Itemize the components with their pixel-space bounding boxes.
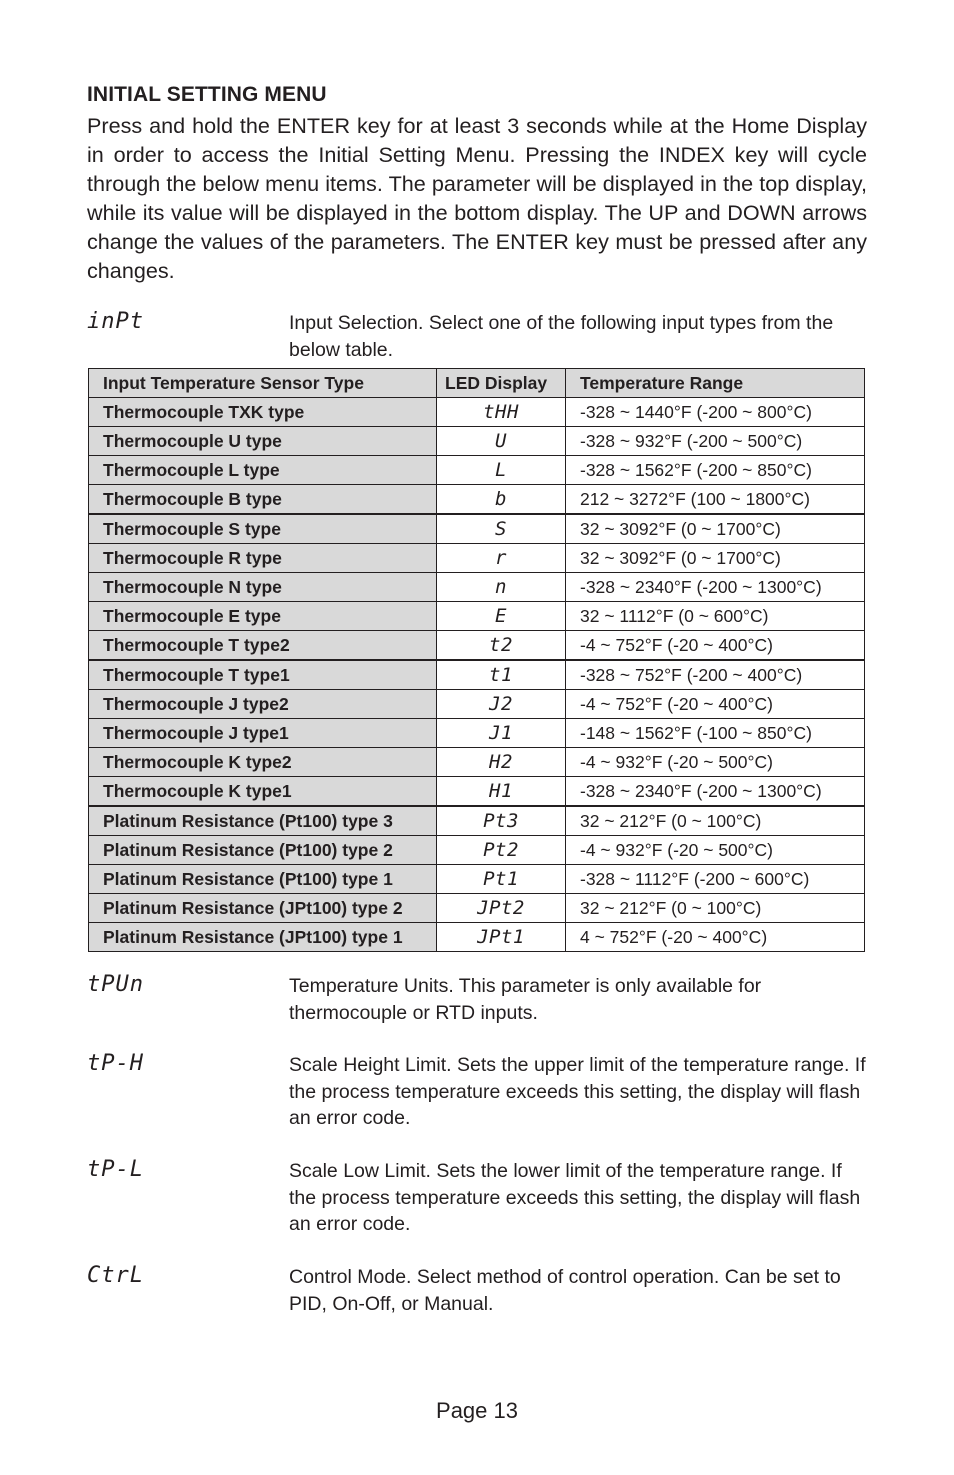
led-display-cell: L [437, 456, 566, 485]
intro-paragraph: Press and hold the ENTER key for at least 3 seconds while at the Home Display in order to access the Initial Setting Menu. Pressing the INDEX key will cycle through the below menu items. The parameter will be displayed in the top display, while its value will be displayed in the bottom display. The UP and DOWN arrows change the values of the parameters. The ENTER key must be pressed after any changes. [87, 113, 867, 283]
led-display-cell: Pt2 [437, 836, 566, 865]
param-code-inpt: inPt [87, 309, 144, 334]
sensor-type-cell: Thermocouple N type [89, 573, 437, 602]
temperature-range-cell: -4 ~ 752°F (-20 ~ 400°C) [566, 631, 865, 661]
table-header-row [89, 369, 865, 398]
section-title: INITIAL SETTING MENU [87, 83, 327, 106]
table-row [89, 544, 865, 573]
table-row [89, 660, 865, 690]
temperature-range-cell: -328 ~ 1440°F (-200 ~ 800°C) [566, 398, 865, 427]
temperature-range-cell: -4 ~ 932°F (-20 ~ 500°C) [566, 836, 865, 865]
table-row [89, 602, 865, 631]
temperature-range-cell: 212 ~ 3272°F (100 ~ 1800°C) [566, 485, 865, 515]
sensor-type-cell: Thermocouple T type2 [89, 631, 437, 661]
table-row [89, 719, 865, 748]
param-code-tp-l: tP-L [87, 1157, 144, 1182]
param-code-tpun: tPUn [87, 972, 144, 997]
table-row [89, 923, 865, 952]
table-row [89, 865, 865, 894]
led-display-cell: t1 [437, 660, 566, 690]
sensor-type-cell: Thermocouple K type1 [89, 777, 437, 807]
sensor-type-cell: Thermocouple T type1 [89, 660, 437, 690]
page-number: Page 13 [436, 1398, 518, 1423]
sensor-type-cell: Platinum Resistance (JPt100) type 1 [89, 923, 437, 952]
table-row [89, 573, 865, 602]
led-display-cell: S [437, 514, 566, 544]
sensor-type-cell: Thermocouple S type [89, 514, 437, 544]
sensor-type-cell: Thermocouple E type [89, 602, 437, 631]
temperature-range-cell: 4 ~ 752°F (-20 ~ 400°C) [566, 923, 865, 952]
led-display-cell: U [437, 427, 566, 456]
table-row [89, 836, 865, 865]
temperature-range-cell: 32 ~ 3092°F (0 ~ 1700°C) [566, 514, 865, 544]
sensor-type-table [88, 368, 865, 952]
temperature-range-cell: -328 ~ 752°F (-200 ~ 400°C) [566, 660, 865, 690]
temperature-range-cell: -328 ~ 932°F (-200 ~ 500°C) [566, 427, 865, 456]
led-display-cell: r [437, 544, 566, 573]
param-code-tp-h: tP-H [87, 1051, 144, 1076]
temperature-range-cell: 32 ~ 3092°F (0 ~ 1700°C) [566, 544, 865, 573]
led-display-cell: t2 [437, 631, 566, 661]
sensor-type-cell: Thermocouple K type2 [89, 748, 437, 777]
header-sensor-type: Input Temperature Sensor Type [89, 369, 437, 398]
temperature-range-cell: 32 ~ 212°F (0 ~ 100°C) [566, 806, 865, 836]
table-row [89, 398, 865, 427]
led-display-cell: J2 [437, 690, 566, 719]
led-display-cell: H1 [437, 777, 566, 807]
sensor-type-cell: Thermocouple J type1 [89, 719, 437, 748]
sensor-type-cell: Platinum Resistance (Pt100) type 2 [89, 836, 437, 865]
header-temperature-range: Temperature Range [566, 369, 865, 398]
temperature-range-cell: -328 ~ 2340°F (-200 ~ 1300°C) [566, 777, 865, 807]
led-display-cell: J1 [437, 719, 566, 748]
temperature-range-cell: -328 ~ 1112°F (-200 ~ 600°C) [566, 865, 865, 894]
table-row [89, 690, 865, 719]
led-display-cell: Pt3 [437, 806, 566, 836]
param-desc-ctrl: Control Mode. Select method of control operation. Can be set to PID, On-Off, or Manual. [289, 1266, 841, 1315]
sensor-type-cell: Thermocouple J type2 [89, 690, 437, 719]
sensor-type-cell: Platinum Resistance (Pt100) type 1 [89, 865, 437, 894]
led-display-cell: Pt1 [437, 865, 566, 894]
param-desc-tpun: Temperature Units. This parameter is only available for thermocouple or RTD inputs. [289, 975, 762, 1024]
temperature-range-cell: -148 ~ 1562°F (-100 ~ 850°C) [566, 719, 865, 748]
led-display-cell: E [437, 602, 566, 631]
table-row [89, 748, 865, 777]
table-row [89, 485, 865, 515]
temperature-range-cell: 32 ~ 1112°F (0 ~ 600°C) [566, 602, 865, 631]
table-row [89, 514, 865, 544]
sensor-type-cell: Platinum Resistance (Pt100) type 3 [89, 806, 437, 836]
sensor-type-cell: Thermocouple TXK type [89, 398, 437, 427]
temperature-range-cell: 32 ~ 212°F (0 ~ 100°C) [566, 894, 865, 923]
temperature-range-cell: -328 ~ 1562°F (-200 ~ 850°C) [566, 456, 865, 485]
param-desc-tp-l: Scale Low Limit. Sets the lower limit of the temperature range. If the process temperature exceeds this setting, the display will flash an error code. [289, 1160, 861, 1235]
param-desc-inpt: Input Selection. Select one of the following input types from the below table. [289, 312, 834, 361]
sensor-type-cell: Thermocouple R type [89, 544, 437, 573]
led-display-cell: H2 [437, 748, 566, 777]
sensor-type-cell: Platinum Resistance (JPt100) type 2 [89, 894, 437, 923]
table-row [89, 456, 865, 485]
table-row [89, 894, 865, 923]
table-row [89, 427, 865, 456]
table-row [89, 777, 865, 807]
param-desc-tp-h: Scale Height Limit. Sets the upper limit of the temperature range. If the process temperature exceeds this setting, the display will flash an error code. [289, 1054, 866, 1129]
led-display-cell: JPt1 [437, 923, 566, 952]
sensor-type-cell: Thermocouple B type [89, 485, 437, 515]
temperature-range-cell: -4 ~ 752°F (-20 ~ 400°C) [566, 690, 865, 719]
table-row [89, 631, 865, 661]
header-led-display: LED Display [437, 369, 566, 398]
led-display-cell: n [437, 573, 566, 602]
param-code-ctrl: CtrL [87, 1263, 144, 1288]
sensor-type-cell: Thermocouple L type [89, 456, 437, 485]
table-row [89, 806, 865, 836]
led-display-cell: tHH [437, 398, 566, 427]
led-display-cell: JPt2 [437, 894, 566, 923]
led-display-cell: b [437, 485, 566, 515]
temperature-range-cell: -4 ~ 932°F (-20 ~ 500°C) [566, 748, 865, 777]
temperature-range-cell: -328 ~ 2340°F (-200 ~ 1300°C) [566, 573, 865, 602]
sensor-type-cell: Thermocouple U type [89, 427, 437, 456]
